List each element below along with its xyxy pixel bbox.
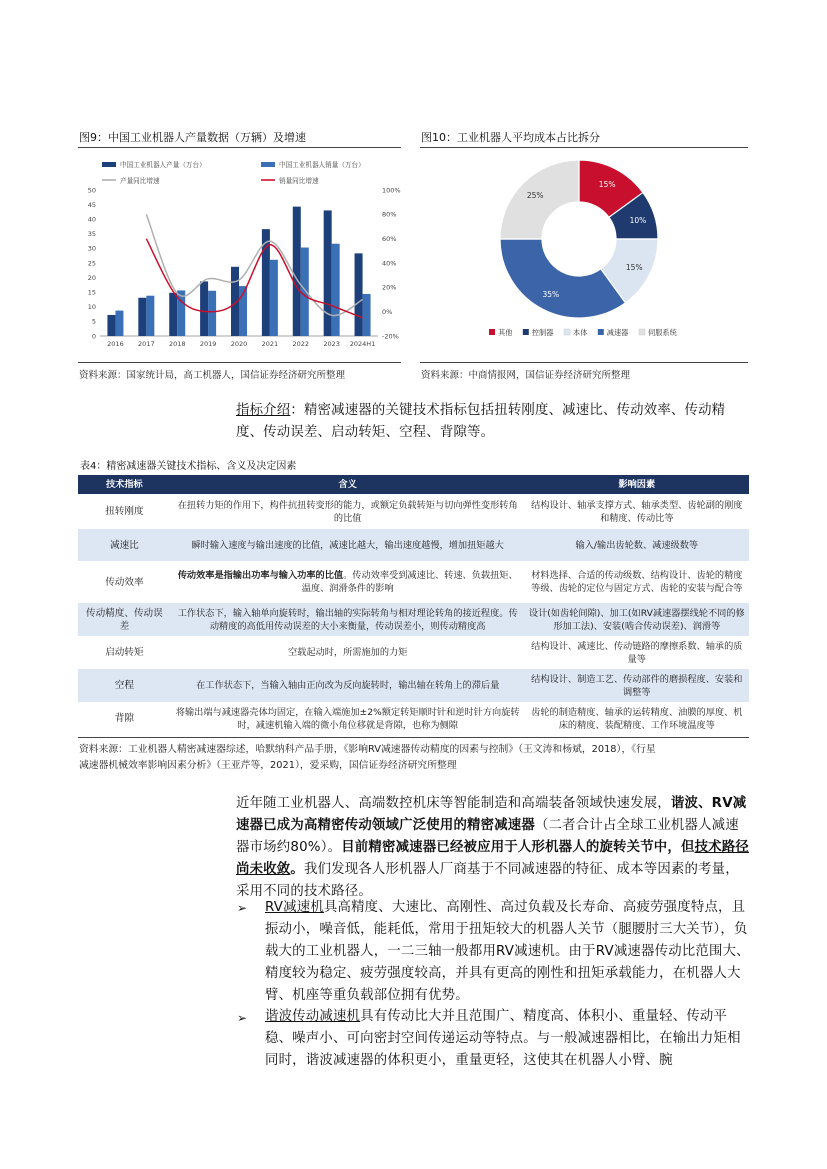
bullet-harmonic-lead: 谐波传动减速机 [265, 1009, 361, 1024]
left-tick-label: 40 [87, 215, 96, 224]
table4-header-row [78, 475, 749, 494]
fig9-title: 图9：中国工业机器人产量数据（万辆）及增速 [79, 131, 306, 144]
fig9-chart [78, 152, 401, 357]
bar-production [200, 281, 208, 336]
fig9-source: 资料来源：国家统计局，高工机器人，国信证券经济研究所整理 [79, 370, 346, 381]
fig10-donut [500, 160, 658, 318]
left-tick-label: 0 [91, 332, 96, 341]
left-tick-label: 50 [87, 186, 96, 195]
x-tick-label: 2018 [168, 340, 186, 348]
row-indicator: 减速比 [78, 529, 171, 561]
x-tick-label: 2024H1 [349, 340, 376, 348]
row-meaning: 瞬时输入速度与输出速度的比值，减速比越大，输出速度越慢，增加扭矩越大 [171, 529, 525, 561]
table4-source-line2: 减速器机械效率影响因素分析》（王亚芹等，2021），爱采购，国信证券经济研究所整理 [79, 760, 457, 771]
row-indicator: 扭转刚度 [105, 506, 144, 517]
bar-sales [301, 248, 309, 336]
x-tick-label: 2020 [230, 340, 248, 348]
row-indicator: 空程 [78, 669, 171, 702]
row-indicator: 启动转矩 [105, 647, 144, 658]
pie-value-label: 15% [598, 179, 616, 189]
table4 [78, 475, 749, 735]
x-tick-label: 2019 [199, 340, 217, 348]
bullet-harmonic-text [265, 1006, 752, 1072]
para1-bold-underline: 技术路径尚未收敛 [236, 840, 749, 877]
bar-sales [208, 291, 216, 336]
bar-production [355, 253, 363, 336]
row-indicator: 传动精度、传动误差 [78, 603, 171, 636]
fig10-top-rule [420, 147, 748, 148]
table4-bottom-rule [78, 737, 749, 738]
row-factors: 材料选择、合适的传动级数、结构设计、齿轮的精度等级、齿轮的定位与固定方式、齿轮的安装与配合等 [531, 570, 743, 594]
pie-value-label: 35% [542, 290, 560, 300]
table4-source-line1: 资料来源：工业机器人精密减速器综述，哈默纳科产品手册，《影响RV减速器传动精度的因素与控制》（王文涛和杨斌，2018），《行星 [79, 744, 656, 755]
pie-value-label: 25% [526, 191, 544, 201]
table4-header-indicator: 技术指标 [78, 475, 171, 494]
row-meaning-rest: 。传动效率受到减速比、转速、负载扭矩、温度、润滑条件的影响 [301, 570, 518, 594]
bullet-rv-text [265, 897, 752, 1007]
row-indicator: 背隙 [114, 713, 134, 724]
fig10-bottom-rule [420, 362, 748, 363]
right-tick-label: 80% [382, 210, 397, 219]
pie-value-label: 15% [625, 263, 643, 273]
bar-production [169, 293, 177, 336]
bar-sales [177, 290, 185, 336]
para1-text-3: 我们发现各人形机器人厂商基于不同减速器的特征、成本等因素的考量，采用不同的技术路径。 [236, 862, 739, 899]
bar-sales [115, 311, 123, 336]
table-row [78, 529, 749, 561]
right-tick-label: 100% [382, 186, 401, 195]
x-tick-label: 2017 [138, 340, 155, 348]
legend-swatch [523, 329, 529, 335]
table-row [78, 603, 749, 636]
legend-label: 其他 [498, 328, 513, 337]
legend-swatch-sales [261, 162, 275, 167]
bar-sales [332, 244, 340, 336]
bullet-harmonic-body: 具有传动比大并且范围广、精度高、体积小、重量轻、传动平稳、噪声小、可向密封空间传递运动等特点。与一般减速器相比，在输出力矩相同时，谐波减速器的体积更小，重量更轻，这使其在机器人小臂、腕 [265, 1009, 741, 1068]
right-tick-label: -20% [382, 332, 399, 341]
para1-text-2: （二者合计占全球工业机器人减速器市场约80%）。 [236, 818, 739, 855]
row-meaning: 在扭转力矩的作用下，构件抗扭转变形的能力，或额定负载转矩与切向弹性变形转角的比值 [177, 499, 518, 524]
x-tick-label: 2023 [323, 340, 340, 348]
row-meaning: 在工作状态下，当输入轴由正向改为反向旋转时，输出轴在转角上的滞后量 [171, 669, 525, 702]
legend-label: 本体 [573, 328, 588, 337]
bar-production [324, 210, 332, 336]
fig10-legend [489, 328, 678, 337]
left-tick-label: 10 [87, 303, 96, 312]
row-factors: 结构设计、轴承支撑方式、轴承类型、齿轮副的刚度和精度、传动比等 [531, 499, 743, 524]
table-row [78, 561, 749, 603]
pie-slice [500, 239, 625, 318]
legend-swatch-production [102, 162, 116, 167]
legend-swatch [639, 329, 645, 335]
fig9-plot-area [88, 186, 401, 348]
bullet-rv-lead: RV减速机 [265, 900, 324, 915]
legend-prod-growth: 产量同比增速 [120, 177, 160, 185]
table4-header-meaning: 含义 [171, 475, 525, 494]
right-tick-label: 20% [382, 283, 397, 292]
legend-production: 中国工业机器人产量（万台） [120, 161, 206, 169]
body-paragraph-1 [236, 793, 752, 903]
row-meaning-bold: 传动效率是指输出功率与输入功率的比值 [177, 570, 344, 581]
x-tick-label: 2016 [107, 340, 124, 348]
legend-label: 减速器 [606, 328, 629, 337]
right-tick-label: 40% [382, 259, 397, 268]
fig9-bottom-rule [78, 362, 401, 363]
row-meaning: 工作状态下，输入轴单向旋转时，输出轴的实际转角与相对理论转角的接近程度。传动精度的高低用传动误差的大小来衡量，传动误差小，则传动精度高 [171, 603, 525, 636]
row-meaning: 空载起动时，所需施加的力矩 [287, 647, 408, 658]
intro-label: 指标介绍 [236, 403, 291, 418]
legend-swatch [564, 329, 570, 335]
left-tick-label: 30 [87, 244, 96, 253]
x-tick-label: 2021 [261, 340, 279, 348]
row-indicator: 传动效率 [105, 576, 144, 588]
left-tick-label: 5 [91, 317, 96, 326]
para1-bold-2: 目前精密减速器已经被应用于人形机器人的旋转关节中，但 [341, 840, 695, 855]
legend-sales: 中国工业机器人销量（万台） [279, 161, 365, 169]
table-row [78, 669, 749, 702]
bullet-marker-harmonic: ➢ [237, 1011, 248, 1025]
intro-text: ：精密减速器的关键技术指标包括扭转刚度、减速比、传动效率、传动精度、传动误差、启动转矩、空程、背隙等。 [236, 403, 726, 440]
legend-swatch [598, 329, 604, 335]
bar-production [107, 315, 115, 336]
row-factors: 齿轮的制造精度、轴承的运转精度、油膜的厚度、机床的精度、装配精度、工作环境温度等 [531, 706, 743, 731]
fig9-top-rule [78, 147, 401, 148]
bar-sales [270, 260, 278, 336]
row-factors: 输入/输出齿轮数、减速级数等 [525, 529, 749, 561]
right-tick-label: 60% [382, 234, 397, 243]
table-row [78, 636, 749, 669]
pie-value-label: 10% [629, 215, 647, 225]
bullet-marker-rv: ➢ [237, 901, 248, 915]
table4-header-factors: 影响因素 [525, 475, 749, 494]
table-row [78, 702, 749, 735]
legend-label: 控制器 [531, 328, 554, 337]
left-tick-label: 25 [87, 259, 96, 268]
row-factors: 设计(如齿轮间隙)、加工(如RV减速器摆线轮不同的修形加工法)、安装(啮合传动误差)、润滑等 [525, 603, 749, 636]
table4-title: 表4：精密减速器关键技术指标、含义及决定因素 [80, 461, 297, 472]
intro-paragraph [236, 400, 752, 444]
row-meaning [171, 561, 525, 603]
legend-label: 伺服系统 [648, 328, 677, 337]
para1-bold-3: 。 [290, 862, 304, 877]
left-tick-label: 20 [87, 273, 96, 282]
row-factors: 结构设计、制造工艺、传动部件的磨损程度、安装和调整等 [525, 669, 749, 702]
fig10-chart [420, 152, 748, 357]
row-meaning: 将输出端与减速器壳体均固定，在输入端施加±2%额定转矩顺时针和逆时针方向旋转时，减速机输入端的微小角位移就是背隙，也称为侧隙 [175, 706, 520, 731]
left-tick-label: 35 [87, 230, 96, 239]
row-factors: 结构设计、减速比、传动链路的摩擦系数、轴承的质量等 [531, 640, 743, 665]
fig10-title: 图10：工业机器人平均成本占比拆分 [421, 131, 600, 144]
bar-production [293, 207, 301, 336]
x-tick-label: 2022 [292, 340, 310, 348]
right-tick-label: 0% [382, 307, 393, 316]
para1-bold-1: 谐波、RV减速器已成为高精密传动领域广泛使用的精密减速器 [236, 796, 747, 833]
bullet-rv-body: 具高精度、大速比、高刚性、高过负载及长寿命、高疲劳强度特点，且振动小，噪音低，能耗低，常用于扭矩较大的机器人关节（腿腰肘三大关节），负载大的工业机器人，一二三轴一般都用RV减速机。由于RV减速器传动比范围大、精度较为稳定、疲劳强度较高，并具有更高的刚性和扭矩承载能力，在机器人大臂、机座等重负载部位拥有优势。 [265, 900, 750, 1003]
bar-production [138, 298, 146, 336]
table-row [78, 494, 749, 529]
bar-sales [363, 294, 371, 336]
legend-swatch [489, 329, 495, 335]
para1-text-1: 近年随工业机器人、高端数控机床等智能制造和高端装备领域快速发展， [236, 796, 671, 811]
bar-sales [146, 296, 154, 336]
legend-sales-growth: 销量同比增速 [279, 177, 319, 185]
left-tick-label: 15 [87, 288, 96, 297]
fig10-source: 资料来源：中商情报网，国信证券经济研究所整理 [421, 370, 631, 381]
left-tick-label: 45 [87, 200, 96, 209]
